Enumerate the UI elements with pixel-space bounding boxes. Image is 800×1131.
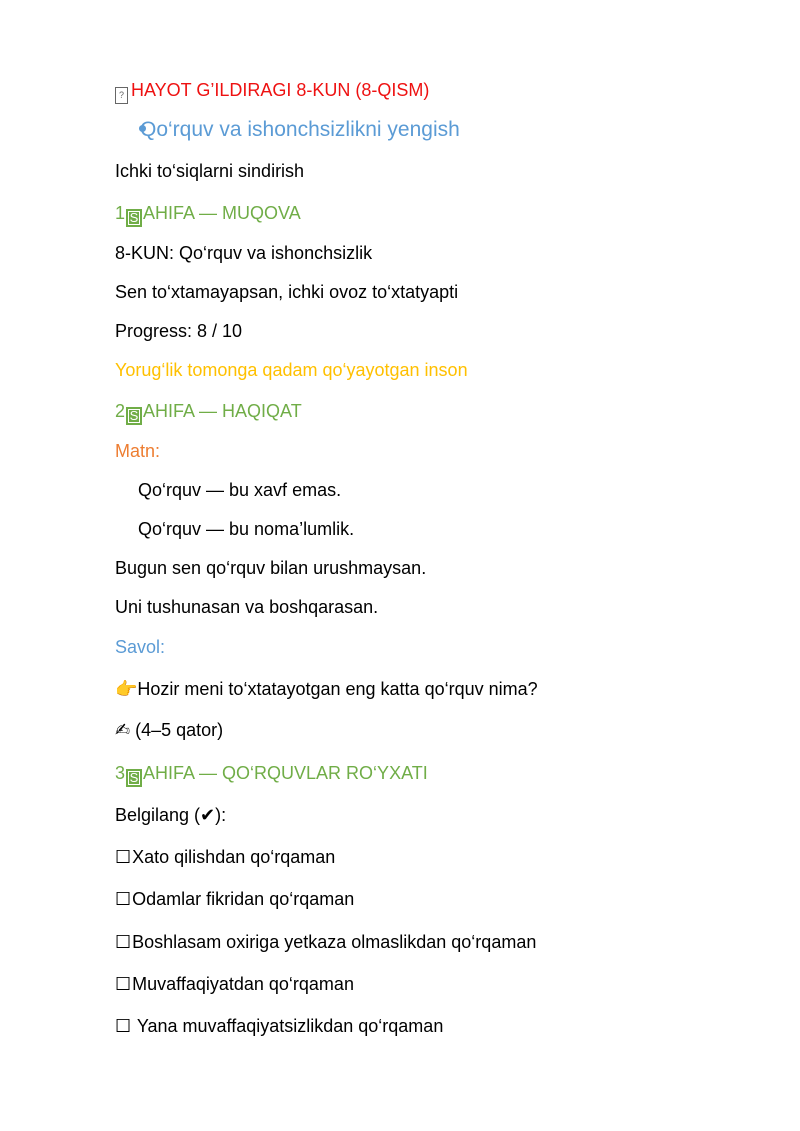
checklist-item-label: Yana muvaffaqiyatsizlikdan qo‘rqaman <box>132 1016 444 1036</box>
page1-heading-text: AHIFA — MUQOVA <box>143 203 301 223</box>
text-line-1: Qo‘rquv — bu xavf emas. <box>138 480 342 500</box>
page3-heading-text: AHIFA — QO‘RQUVLAR RO‘YXATI <box>143 763 428 783</box>
title-text: HAYOT G’ILDIRAGI 8-KUN (8-QISM) <box>131 80 430 100</box>
page1-image-caption: Yorug‘lik tomonga qadam qo‘yayotgan inson <box>115 360 468 380</box>
missing-glyph-icon: ? <box>115 87 128 104</box>
checklist-item-label: Odamlar fikridan qo‘rqaman <box>132 889 355 909</box>
page3-heading <box>115 761 428 787</box>
page1-progress: Progress: 8 / 10 <box>115 321 243 341</box>
page1-s-icon: S <box>126 209 142 227</box>
checklist-item[interactable] <box>115 845 335 869</box>
checkbox-icon[interactable]: ☐ <box>115 974 132 994</box>
checkbox-icon[interactable]: ☐ <box>115 847 132 867</box>
checklist-item-label: Boshlasam oxiriga yetkaza olmaslikdan qo‘rqaman <box>132 932 537 952</box>
page3-number: 3 <box>115 763 126 783</box>
question-text: 👉Hozir meni to‘xtatayotgan eng katta qo‘rquv nima? <box>115 679 538 699</box>
checkbox-icon[interactable]: ☐ <box>115 932 132 952</box>
checklist-item[interactable] <box>115 1014 443 1038</box>
page2-heading-text: AHIFA — HAQIQAT <box>143 401 302 421</box>
checklist-instruction: Belgilang (✔): <box>115 805 227 825</box>
checklist-item-label: Xato qilishdan qo‘rqaman <box>132 847 336 867</box>
text-line-2: Qo‘rquv — bu noma’lumlik. <box>138 519 355 539</box>
subtitle: Qo‘rquv va ishonchsizlikni yengish <box>140 118 460 141</box>
page2-number: 2 <box>115 401 126 421</box>
page1-heading <box>115 201 301 227</box>
checklist-item-label: Muvaffaqiyatdan qo‘rqaman <box>132 974 354 994</box>
matn-label: Matn: <box>115 441 161 461</box>
page1-number: 1 <box>115 203 126 223</box>
page1-status-line: Sen to‘xtamayapsan, ichki ovoz to‘xtatyapti <box>115 282 459 302</box>
answer-hint: ✍ (4–5 qator) <box>115 720 224 740</box>
checklist-item[interactable] <box>115 972 354 996</box>
text-line-3: Bugun sen qo‘rquv bilan urushmaysan. <box>115 558 427 578</box>
intro-text: Ichki to‘siqlarni sindirish <box>115 161 305 181</box>
page2-heading <box>115 399 302 425</box>
page2-s-icon: S <box>126 407 142 425</box>
savol-label: Savol: <box>115 637 166 657</box>
checklist-item[interactable] <box>115 930 536 954</box>
page1-day-line: 8-KUN: Qo‘rquv va ishonchsizlik <box>115 243 373 263</box>
checkbox-icon[interactable]: ☐ <box>115 889 132 909</box>
document-title <box>115 78 429 104</box>
text-line-4: Uni tushunasan va boshqarasan. <box>115 597 379 617</box>
page3-s-icon: S <box>126 769 142 787</box>
checklist-item[interactable] <box>115 887 354 911</box>
checkbox-icon[interactable]: ☐ <box>115 1016 132 1036</box>
